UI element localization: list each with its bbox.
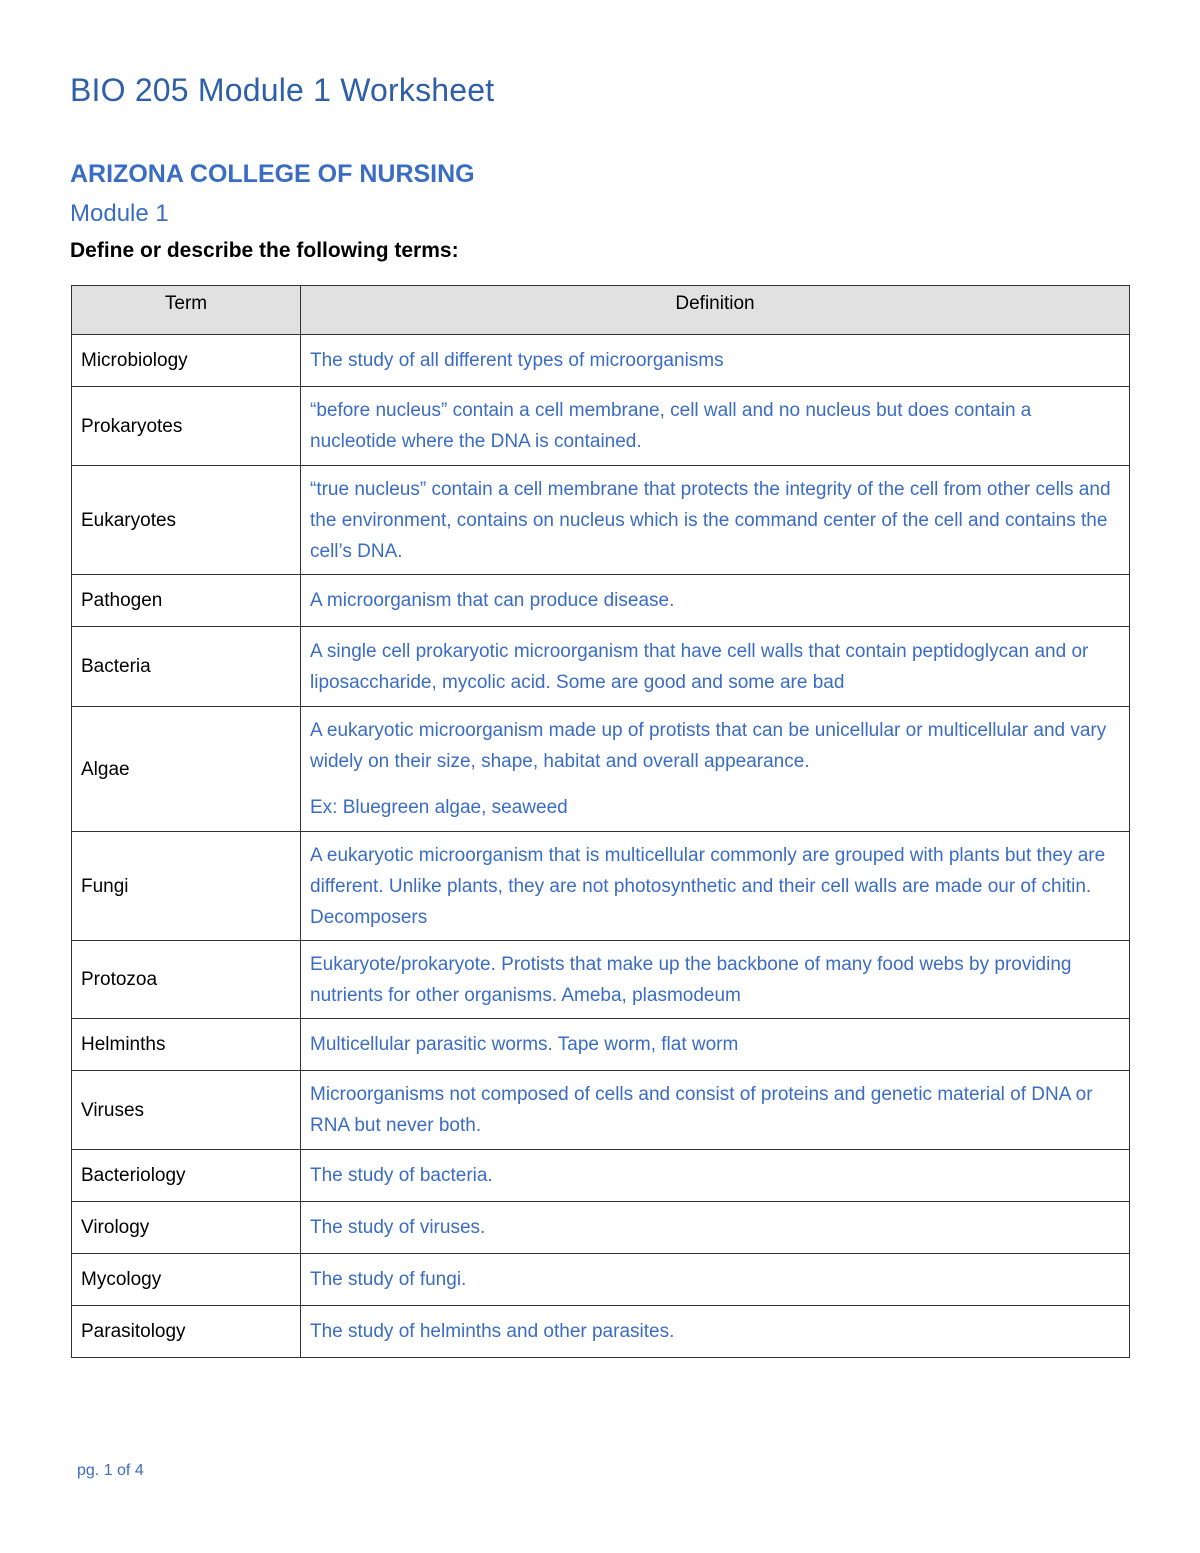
term-cell: Bacteriology [72, 1150, 301, 1202]
table-row [72, 1254, 1130, 1306]
college-name: ARIZONA COLLEGE OF NURSING [70, 160, 475, 188]
term-cell: Viruses [72, 1071, 301, 1150]
definition-text: “true nucleus” contain a cell membrane that protects the integrity of the cell from other cells and the environment, contains on nucleus which is the command center of the cell and contains the cell’s DNA. [310, 478, 1111, 562]
module-heading: Module 1 [70, 200, 169, 227]
table-row [72, 1019, 1130, 1071]
definition-column-header: Definition [301, 286, 1130, 335]
definition-text: Eukaryote/prokaryote. Protists that make up the backbone of many food webs by providing nutrients for other organisms. Ameba, plasmodeum [310, 953, 1072, 1006]
definition-text: A eukaryotic microorganism that is multicellular commonly are grouped with plants but they are different. Unlike plants, they are not photosynthetic and their cell walls are made our of chitin. Decomposers [310, 844, 1106, 928]
term-cell: Virology [72, 1202, 301, 1254]
definition-cell [301, 832, 1130, 941]
definition-cell [301, 941, 1130, 1019]
instructions: Define or describe the following terms: [70, 239, 459, 262]
table-row [72, 707, 1130, 832]
definition-text: The study of all different types of microorganisms [310, 350, 724, 371]
table-row [72, 575, 1130, 627]
term-cell: Mycology [72, 1254, 301, 1306]
definition-cell [301, 1254, 1130, 1306]
definition-cell [301, 1019, 1130, 1071]
definition-cell [301, 575, 1130, 627]
table-row [72, 941, 1130, 1019]
table-row [72, 1306, 1130, 1358]
page-number: pg. 1 of 4 [77, 1462, 144, 1479]
definition-text: “before nucleus” contain a cell membrane, cell wall and no nucleus but does contain a nucleotide where the DNA is contained. [310, 400, 1032, 452]
term-cell: Bacteria [72, 627, 301, 707]
table-row [72, 1202, 1130, 1254]
term-cell: Pathogen [72, 575, 301, 627]
term-cell: Protozoa [72, 941, 301, 1019]
term-cell: Parasitology [72, 1306, 301, 1358]
definition-text: The study of bacteria. [310, 1165, 493, 1186]
table-row [72, 466, 1130, 575]
definition-cell [301, 707, 1130, 832]
definition-text: Multicellular parasitic worms. Tape worm, flat worm [310, 1034, 739, 1055]
definition-text: The study of fungi. [310, 1269, 467, 1290]
table-row [72, 1150, 1130, 1202]
definition-text: A microorganism that can produce disease. [310, 590, 675, 611]
definition-cell [301, 1306, 1130, 1358]
definition-text: A single cell prokaryotic microorganism that have cell walls that contain peptidoglycan and or liposaccharide, mycolic acid. Some are good and some are bad [310, 640, 1089, 693]
definition-text: Microorganisms not composed of cells and consist of proteins and genetic material of DNA or RNA but never both. [310, 1084, 1093, 1136]
definition-text: The study of helminths and other parasites. [310, 1321, 675, 1342]
table-row [72, 335, 1130, 387]
definition-cell [301, 627, 1130, 707]
definition-cell [301, 1150, 1130, 1202]
term-cell: Helminths [72, 1019, 301, 1071]
term-cell: Algae [72, 707, 301, 832]
definition-cell [301, 387, 1130, 466]
definition-example: Ex: Bluegreen algae, seaweed [310, 797, 568, 818]
table-row [72, 387, 1130, 466]
table-header-row [72, 286, 1130, 335]
table-row [72, 832, 1130, 941]
term-cell: Prokaryotes [72, 387, 301, 466]
definition-cell [301, 335, 1130, 387]
definition-text: The study of viruses. [310, 1217, 486, 1238]
definition-cell [301, 1202, 1130, 1254]
definition-cell [301, 1071, 1130, 1150]
document-title: BIO 205 Module 1 Worksheet [70, 72, 495, 108]
table-row [72, 627, 1130, 707]
term-cell: Microbiology [72, 335, 301, 387]
definition-text: A eukaryotic microorganism made up of protists that can be unicellular or multicellular and vary widely on their size, shape, habitat and overall appearance. [310, 720, 1107, 772]
terms-table [71, 285, 1130, 1358]
table-row [72, 1071, 1130, 1150]
term-cell: Eukaryotes [72, 466, 301, 575]
definition-cell [301, 466, 1130, 575]
term-column-header: Term [72, 286, 301, 335]
term-cell: Fungi [72, 832, 301, 941]
